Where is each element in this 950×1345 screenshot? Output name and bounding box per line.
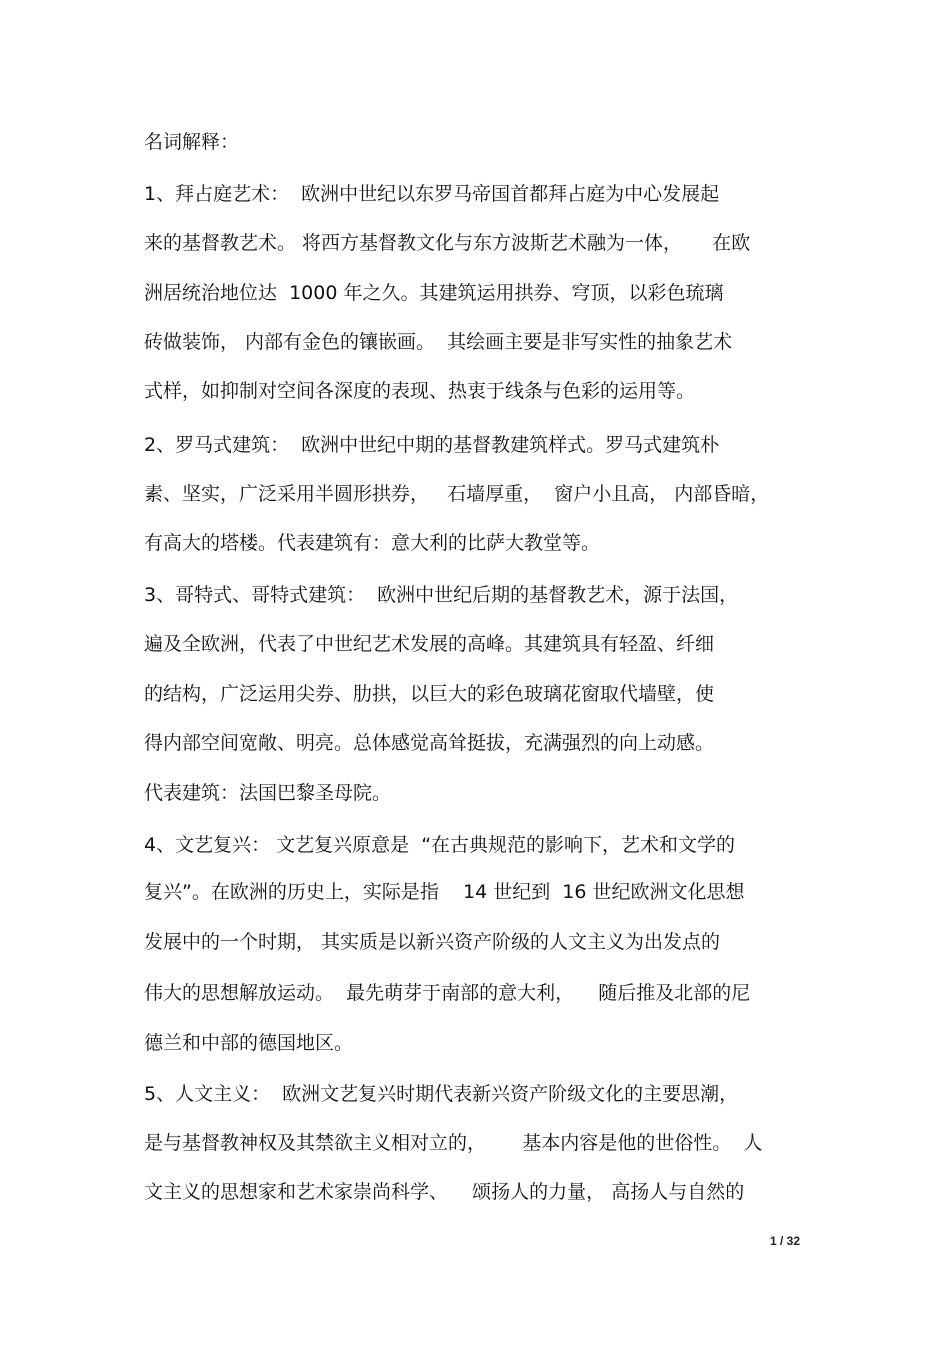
text-line: 3、哥特式、哥特式建筑： 欧洲中世纪后期的基督教艺术，源于法国， <box>144 584 739 606</box>
text-line: 砖做装饰， 内部有金色的镶嵌画。 其绘画主要是非写实性的抽象艺术 <box>144 331 733 353</box>
text-line: 文主义的思想家和艺术家崇尚科学、 颂扬人的力量， 高扬人与自然的 <box>144 1181 745 1203</box>
text-line: 式样，如抑制对空间各深度的表现、热衷于线条与色彩的运用等。 <box>144 380 696 402</box>
text-line: 遍及全欧洲，代表了中世纪艺术发展的高峰。其建筑具有轻盈、纤细 <box>144 633 715 655</box>
text-line: 是与基督教神权及其禁欲主义相对立的， 基本内容是他的世俗性。 人 <box>144 1132 763 1154</box>
text-line: 复兴”。在欧洲的历史上，实际是指 14 世纪到 16 世纪欧洲文化思想 <box>144 881 745 903</box>
text-line: 伟大的思想解放运动。 最先萌芽于南部的意大利， 随后推及北部的尼 <box>144 982 751 1004</box>
text-line: 4、文艺复兴： 文艺复兴原意是 “在古典规范的影响下，艺术和文学的 <box>144 834 736 856</box>
text-line: 5、人文主义： 欧洲文艺复兴时期代表新兴资产阶级文化的主要思潮， <box>144 1083 739 1105</box>
text-line: 来的基督教艺术。 将西方基督教文化与东方波斯艺术融为一体， 在欧 <box>144 232 751 254</box>
text-line: 代表建筑：法国巴黎圣母院。 <box>144 782 392 804</box>
text-line: 的结构，广泛运用尖券、肋拱，以巨大的彩色玻璃花窗取代墙壁，使 <box>144 683 715 705</box>
text-line: 1、拜占庭艺术： 欧洲中世纪以东罗马帝国首都拜占庭为中心发展起 <box>144 183 720 205</box>
text-line: 得内部空间宽敞、明亮。总体感觉高耸挺拔，充满强烈的向上动感。 <box>144 732 715 754</box>
text-line: 2、罗马式建筑： 欧洲中世纪中期的基督教建筑样式。罗马式建筑朴 <box>144 434 720 456</box>
text-line: 有高大的塔楼。代表建筑有：意大利的比萨大教堂等。 <box>144 532 601 554</box>
text-line: 素、坚实，广泛采用半圆形拱券， 石墙厚重， 窗户小且高， 内部昏暗， <box>144 483 770 505</box>
page-number: 1 / 32 <box>770 1234 801 1248</box>
text-line: 德兰和中部的德国地区。 <box>144 1032 354 1054</box>
text-line: 洲居统治地位达 1000 年之久。其建筑运用拱券、穹顶，以彩色琉璃 <box>144 282 724 304</box>
text-line: 发展中的一个时期， 其实质是以新兴资产阶级的人文主义为出发点的 <box>144 931 721 953</box>
document-heading: 名词解释： <box>144 131 240 153</box>
